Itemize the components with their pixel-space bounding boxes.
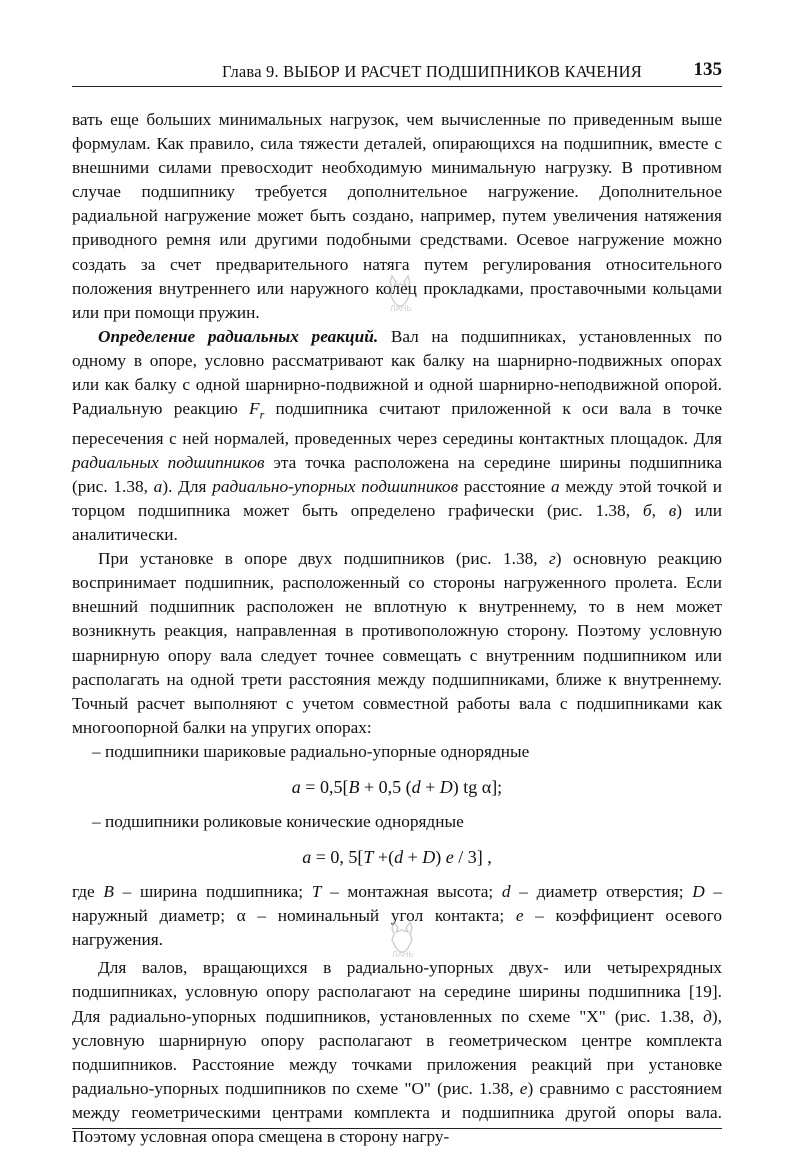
text-run: ) или аналитически. — [72, 500, 722, 545]
italic-symbol: B — [103, 882, 114, 902]
text-run: Для валов, вращающихся в радиально-упорных двух- или четырехрядных подшипниках, условную опору располагают на середине ширины подшипника [19]. Для радиально-упорных подшипников, установленных по схеме "X" (рис. 1.38, — [72, 958, 722, 1026]
text-run: – наружный диаметр; α – номинальный угол контакта; — [72, 882, 723, 926]
formula-symbol: a — [302, 847, 312, 868]
list-item-roller-bearings: – подшипники роликовые конические однорядные — [92, 811, 464, 831]
paragraph-5 — [72, 956, 722, 1149]
formula-symbol: a — [291, 776, 301, 797]
italic-term: радиальных подшипников — [72, 452, 265, 472]
formula-symbol: D — [422, 847, 436, 868]
paragraph-2 — [72, 325, 722, 547]
italic-ref: б — [642, 500, 652, 520]
formula-symbol: B — [348, 776, 360, 797]
chapter-title: Глава 9. ВЫБОР И РАСЧЕТ ПОДШИПНИКОВ КАЧЕНИЯ — [221, 62, 642, 81]
text-run: где — [72, 882, 104, 902]
text-run: эта точка расположена на середине ширины подшипника (рис. 1.38, — [72, 452, 723, 496]
paragraph-1: вать еще больших минимальных нагрузок, чем вычисленные по приведенным выше формулам. Как правило, сила тяжести деталей, опирающихся на подшипник, вместе с внешними силами превосходит необходимую минимальную нагрузку. В противном случае подшипнику требуется дополнительное нагружение. Дополнительное радиальной нагружение может быть создано, например, путем увеличения натяжения приводного ремня или другими подобными средствами. Осевое нагружение можно создать за счет предварительного натяга путем регулирования относительного положения внутреннего или наружного колец прокладками, проставочными кольцами или при помощи пружин. — [72, 110, 722, 322]
paragraph-3 — [72, 547, 722, 740]
body-text — [72, 108, 722, 1149]
formula-text: = 0,5[ — [300, 776, 349, 797]
italic-ref: г — [549, 549, 556, 569]
formula-text: = 0, 5[ — [311, 847, 364, 868]
doe-logo-icon — [378, 272, 424, 312]
formula-symbol: D — [439, 776, 453, 797]
watermark-text: ЛАНЬ — [392, 950, 414, 958]
bottom-rule — [72, 1128, 722, 1129]
text-run: ). Для — [162, 476, 213, 496]
italic-symbol: T — [311, 882, 322, 902]
text-run: – диаметр отверстия; — [510, 882, 693, 902]
text-run: между этой точкой и торцом подшипника может быть определено графически (рис. 1.38, — [72, 476, 723, 520]
symbol-r-subscript: r — [259, 407, 265, 422]
text-run: ) основную реакцию воспринимает подшипник, расположенный со стороны нагруженного пролета. Если внешний подшипник расположен не вплотную к внутреннему, то в нем может возникнуть реакция, направленная в противоположную сторону. Поэтому условную шарнирную опору вала следует точнее совмещать с внутренним подшипником или располагать на одной трети расстояния между подшипниками, ближе к внутреннему. Точный расчет выполняют с учетом совместной работы вала с подшипниками как многоопорной балки на упругих опорах: — [72, 549, 722, 737]
formula-roller-bearings — [72, 844, 722, 870]
italic-ref: е — [519, 1078, 528, 1098]
page-number: 135 — [693, 59, 722, 80]
text-run: – монтажная высота; — [321, 882, 502, 902]
doe-logo-icon — [380, 918, 426, 958]
symbol-F: F — [249, 399, 260, 419]
text-run: ) сравнимо с расстоянием между геометрическими центрами комплекта и подшипника другой опоры вала. Поэтому условная опора смещена в сторону нагру- — [72, 1078, 722, 1147]
formula-text: +( — [373, 847, 395, 868]
formula-symbol: d — [394, 847, 404, 868]
formula-symbol: T — [363, 847, 374, 868]
formula-symbol: d — [411, 776, 421, 797]
text-run: Вал на подшипниках, установленных по одному в опоре, условно рассматривают как балку на шарнирно-подвижных опорах или как балку с одной шарнирно-подвижной и одной шарнирно-неподвижной опорой. Радиальную реакцию — [72, 326, 722, 419]
text-run: , — [651, 500, 669, 520]
formula-text: + — [420, 776, 440, 797]
italic-ref: а — [153, 476, 163, 496]
text-run: ), условную шарнирную опору располагают в геометрическом центре комплекта подшипников. Расстояние между точками приложения реакций при установке радиально-упорных подшипников по схеме "O" (рис. 1.38, — [72, 1006, 722, 1098]
italic-ref: в — [668, 500, 677, 520]
text-run: При установке в опоре двух подшипников (рис. 1.38, — [98, 549, 550, 569]
italic-symbol: d — [501, 882, 511, 902]
watermark-text: ЛАНЬ — [390, 304, 412, 312]
list-item-ball-bearings: – подшипники шариковые радиально-упорные однорядные — [92, 741, 530, 761]
formula-ball-bearings — [72, 774, 722, 800]
italic-symbol: а — [550, 476, 560, 496]
section-lead: Определение радиальных реакций. — [98, 326, 379, 346]
italic-ref: д — [703, 1006, 712, 1026]
text-run: расстояние — [458, 476, 551, 496]
formula-text: / 3] , — [453, 847, 492, 868]
text-run: подшипника считают приложенной к оси вала в точке пересечения с ней нормалей, проведенных через середины контактных площадок. Для — [72, 399, 722, 448]
italic-term: радиально-упорных подшипников — [212, 476, 459, 496]
text-run: – коэффициент осевого нагружения. — [72, 906, 722, 950]
text-run: – ширина подшипника; — [113, 882, 312, 902]
formula-text: + — [403, 847, 423, 868]
italic-symbol: e — [515, 906, 524, 926]
formula-text: ) — [435, 847, 446, 868]
formula-text: + 0,5 ( — [359, 776, 412, 797]
running-header — [72, 58, 722, 87]
italic-symbol: D — [692, 882, 705, 902]
formula-symbol: e — [445, 847, 454, 868]
formula-text: ) tg α]; — [452, 776, 503, 797]
